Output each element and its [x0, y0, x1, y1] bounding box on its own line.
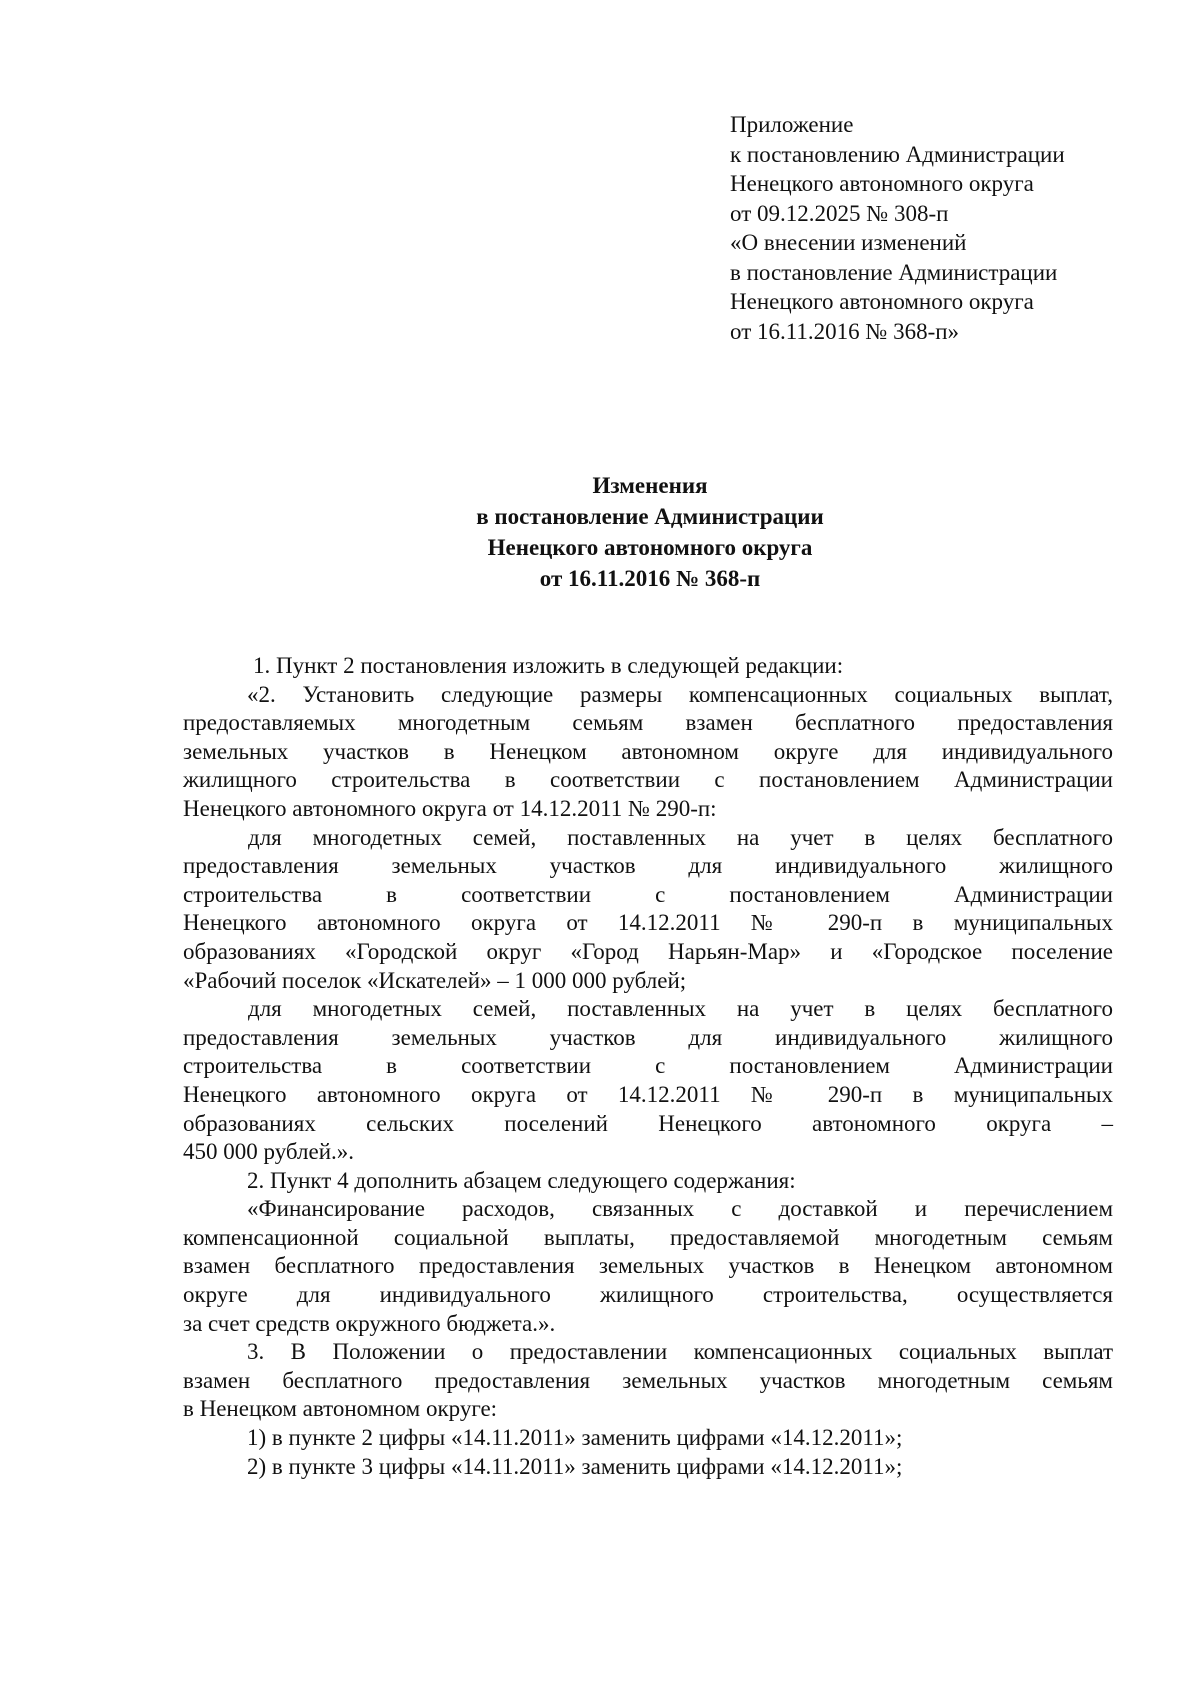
quote-2-line: компенсационной социальной выплаты, предоставляемой многодетным семьям: [183, 1224, 1113, 1250]
appendix-line: «О внесении изменений: [730, 230, 967, 255]
case-city-line: предоставления земельных участков для индивидуального жилищного: [183, 853, 1113, 879]
quote-1-line: жилищного строительства в соответствии с постановлением Администрации: [183, 767, 1113, 793]
title-line: в постановление Администрации: [476, 504, 824, 529]
appendix-line: в постановление Администрации: [730, 259, 1058, 285]
sub-item-1: 1) в пункте 2 цифры «14.11.2011» заменить цифрами «14.12.2011»;: [247, 1425, 903, 1451]
document-title: [180, 470, 1120, 594]
item-3-line: в Ненецком автономном округе:: [183, 1396, 498, 1422]
quote-2-line: округе для индивидуального жилищного строительства, осуществляется: [183, 1282, 1113, 1308]
quote-1-line: Ненецкого автономного округа от 14.12.2011 № 290-п:: [183, 795, 717, 821]
appendix-line: Приложение: [730, 112, 854, 137]
quote-2-line: взамен бесплатного предоставления земельных участков в Ненецком автономном: [183, 1253, 1113, 1279]
quote-1-line: «2. Установить следующие размеры компенсационных социальных выплат,: [247, 681, 1113, 707]
case-rural-line: строительства в соответствии с постановлением Администрации: [183, 1053, 1113, 1079]
case-rural-line: образованиях сельских поселений Ненецкого автономного округа –: [183, 1110, 1113, 1136]
appendix-line: от 16.11.2016 № 368-п»: [730, 318, 960, 344]
appendix-line: от 09.12.2025 № 308-п: [730, 200, 949, 226]
item-1-line: 1. Пункт 2 постановления изложить в следующей редакции:: [253, 653, 844, 678]
title-line: Ненецкого автономного округа: [487, 535, 813, 560]
case-city-line: образованиях «Городской округ «Город Нарьян-Мар» и «Городское поселение: [183, 938, 1113, 964]
item-3-line: 3. В Положении о предоставлении компенсационных социальных выплат: [247, 1339, 1113, 1365]
quote-2-line: за счет средств окружного бюджета.».: [183, 1310, 556, 1336]
case-rural-line: предоставления земельных участков для индивидуального жилищного: [183, 1024, 1113, 1050]
case-city-line: Ненецкого автономного округа от 14.12.2011 № 290-п в муниципальных: [183, 910, 1113, 936]
case-city-line: для многодетных семей, поставленных на учет в целях бесплатного: [248, 824, 1113, 850]
quote-1-line: земельных участков в Ненецком автономном округе для индивидуального: [183, 738, 1113, 764]
quote-1-line: предоставляемых многодетным семьям взамен бесплатного предоставления: [183, 710, 1113, 736]
title-line: от 16.11.2016 № 368-п: [539, 566, 761, 591]
appendix-line: Ненецкого автономного округа: [730, 171, 1034, 196]
case-rural-line: 450 000 рублей.».: [183, 1139, 355, 1165]
appendix-block: [730, 110, 1170, 346]
case-rural-line: для многодетных семей, поставленных на учет в целях бесплатного: [248, 996, 1113, 1022]
appendix-line: Ненецкого автономного округа: [730, 289, 1034, 314]
quote-2-line: «Финансирование расходов, связанных с доставкой и перечислением: [247, 1196, 1113, 1222]
appendix-line: к постановлению Администрации: [730, 141, 1065, 167]
item-2-line: 2. Пункт 4 дополнить абзацем следующего содержания:: [247, 1167, 796, 1193]
case-city-line: строительства в соответствии с постановлением Администрации: [183, 881, 1113, 907]
document-body: [183, 652, 1113, 1481]
title-line: Изменения: [592, 473, 708, 498]
sub-item-2: 2) в пункте 3 цифры «14.11.2011» заменить цифрами «14.12.2011»;: [247, 1453, 903, 1479]
item-3-line: взамен бесплатного предоставления земельных участков многодетным семьям: [183, 1367, 1113, 1393]
case-rural-line: Ненецкого автономного округа от 14.12.2011 № 290-п в муниципальных: [183, 1081, 1113, 1107]
case-city-line: «Рабочий поселок «Искателей» – 1 000 000 рублей;: [183, 967, 687, 993]
